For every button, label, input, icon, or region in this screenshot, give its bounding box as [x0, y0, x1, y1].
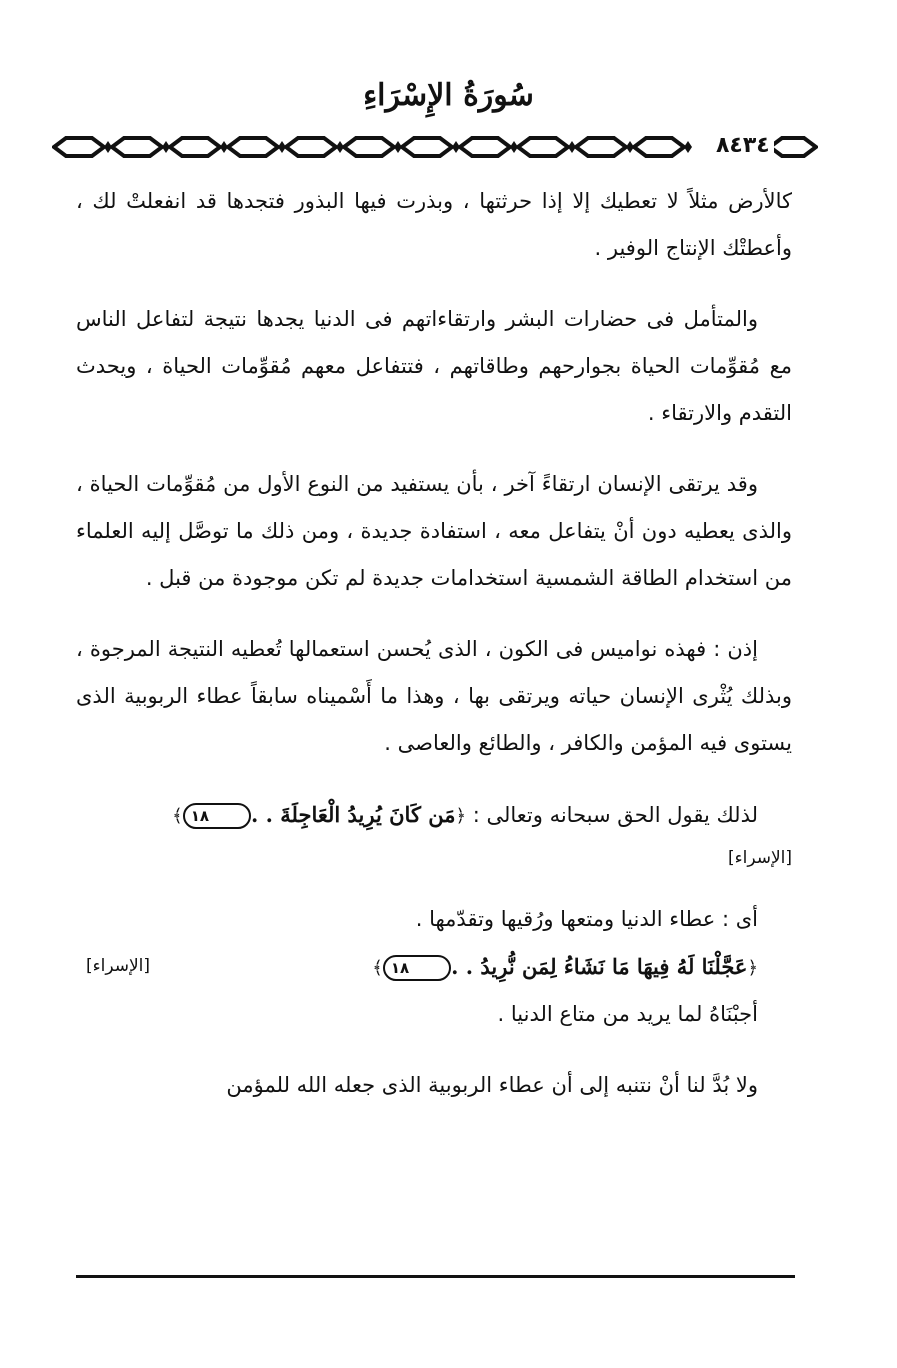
- quran-close-bracket-icon: ﴾: [372, 957, 383, 978]
- quran-open-bracket-icon: ﴿: [747, 957, 758, 978]
- verse-reference-2: [الإسراء]: [86, 955, 151, 976]
- verse-text-2: عَجَّلْنَا لَهُ فِيهَا مَا نَشَاءُ لِمَن نُّرِيدُ . .: [451, 953, 748, 979]
- explanation-2: أجبْنَاهُ لما يريد من متاع الدنيا .: [497, 1002, 758, 1026]
- paragraph-2: والمتأمل فى حضارات البشر وارتقاءاتهم فى الدنيا يجدها نتيجة لتفاعل الناس مع مُقوِّمات الحياة بجوارحهم وطاقاتهم ، فتتفاعل معهم مُقوِّمات الحياة ، ويحدث التقدم والارتقاء .: [76, 307, 792, 425]
- paragraph-4: إذن : فهذه نواميس فى الكون ، الذى يُحسن استعمالها تُعطيه النتيجة المرجوة ، وبذلك يُثْرى الإنسان حياته ويرتقى بها ، وهذا ما أَسْميناه سابقاً عطاء الربوبية الذى يستوى فيه المؤمن والكافر ، والطائع والعاصى .: [76, 637, 792, 755]
- paragraph-1: كالأرض مثلاً لا تعطيك إلا إذا حرثتها ، وبذرت فيها البذور فتجدها قد انفعلتْ لك ، وأعطتْك الإنتاج الوفير .: [76, 189, 792, 260]
- page-number: ٨٤٣٤: [712, 130, 774, 162]
- verse-lead-text: لذلك يقول الحق سبحانه وتعالى :: [472, 803, 758, 827]
- quran-open-bracket-icon: ﴿: [455, 805, 467, 827]
- ayah-number-badge-2: ١٨: [383, 955, 451, 981]
- verse-reference-1: [الإسراء]: [727, 847, 792, 868]
- header-ornament-border: [52, 130, 818, 164]
- last-line: ولا بُدَّ لنا أنْ نتنبه إلى أن عطاء الربوبية الذى جعله الله للمؤمن: [226, 1073, 758, 1097]
- quran-close-bracket-icon: ﴾: [172, 805, 183, 827]
- explanation-1: أى : عطاء الدنيا ومتعها ورُقيها وتقدّمها .: [415, 906, 758, 931]
- surah-title: سُورَةُ الإِسْرَاءِ: [363, 78, 534, 113]
- ayah-number-badge-1: ١٨: [183, 803, 251, 829]
- verse-text-1: مَن كَانَ يُرِيدُ الْعَاجِلَةَ . .: [251, 802, 456, 827]
- paragraph-3: وقد يرتقى الإنسان ارتقاءً آخر ، بأن يستفيد من النوع الأول من مُقوِّمات الحياة ، والذى يعطيه دون أنْ يتفاعل معه ، استفادة جديدة ، ومن ذلك ما توصَّل إليه العلماء من استخدام الطاقة الشمسية استخدامات جديدة لم تكن موجودة من قبل .: [76, 472, 792, 590]
- footer-rule: [76, 1275, 795, 1278]
- main-text: [76, 178, 792, 1109]
- verse-block-1: [76, 791, 792, 840]
- verse-block-2: [76, 943, 792, 992]
